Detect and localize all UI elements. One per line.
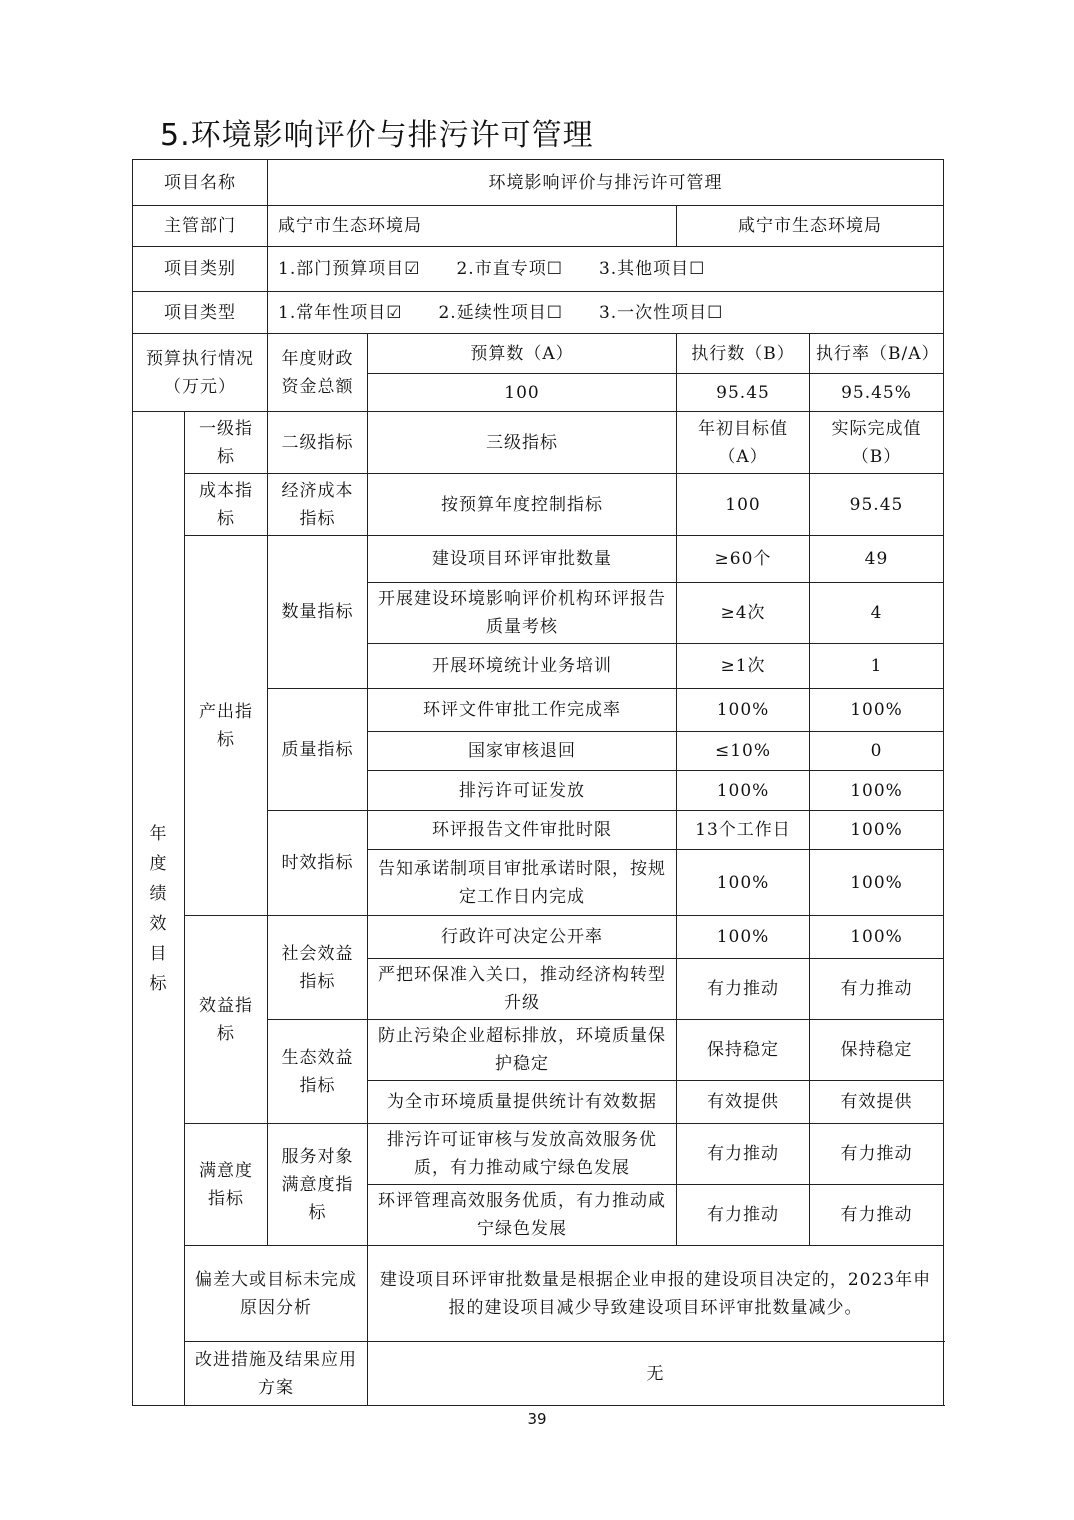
department-value: 咸宁市生态环境局 — [268, 206, 677, 247]
cost-l3: 按预算年度控制指标 — [368, 474, 677, 536]
eco-0-l3: 防止污染企业超标排放，环境质量保护稳定 — [368, 1020, 677, 1081]
time-0-actual: 100% — [810, 811, 944, 850]
category-options — [268, 247, 944, 292]
category-option-1: 1.部门预算项目☑ — [278, 259, 421, 279]
project-name-value: 环境影响评价与排污许可管理 — [268, 160, 944, 206]
cost-l2: 经济成本指标 — [268, 474, 368, 536]
row-indicator-header — [133, 412, 944, 474]
target-header: 年初目标值（A） — [677, 412, 810, 474]
deviation-text: 建设项目环评审批数量是根据企业申报的建设项目决定的，2023年申报的建设项目减少导致建设项目环评审批数量减少。 — [368, 1246, 944, 1342]
table-row — [133, 1124, 944, 1185]
budget-exec-label: 预算执行情况（万元） — [133, 334, 268, 412]
page-number: 39 — [527, 1410, 547, 1428]
type-options — [268, 292, 944, 334]
time-1-l3: 告知承诺制项目审批承诺时限，按规定工作日内完成 — [368, 850, 677, 916]
improve-label: 改进措施及结果应用方案 — [185, 1342, 368, 1406]
quality-0-target: 100% — [677, 689, 810, 732]
quality-2-target: 100% — [677, 771, 810, 811]
page-title: 5.环境影响评价与排污许可管理 — [160, 118, 594, 153]
category-label: 项目类别 — [133, 247, 268, 292]
time-1-target: 100% — [677, 850, 810, 916]
deviation-label: 偏差大或目标未完成原因分析 — [185, 1246, 368, 1342]
cost-l1: 成本指标 — [185, 474, 268, 536]
output-l1: 产出指标 — [185, 536, 268, 916]
cost-actual: 95.45 — [810, 474, 944, 536]
type-label: 项目类型 — [133, 292, 268, 334]
social-0-actual: 100% — [810, 916, 944, 959]
time-0-target: 13个工作日 — [677, 811, 810, 850]
satisfaction-l1: 满意度指标 — [185, 1124, 268, 1246]
level2-header: 二级指标 — [268, 412, 368, 474]
quantity-l2: 数量指标 — [268, 536, 368, 689]
row-deviation — [133, 1246, 944, 1342]
social-1-target: 有力推动 — [677, 959, 810, 1020]
quantity-2-target: ≥1次 — [677, 644, 810, 689]
actual-header: 实际完成值（B） — [810, 412, 944, 474]
eco-0-actual: 保持稳定 — [810, 1020, 944, 1081]
quality-1-target: ≤10% — [677, 732, 810, 771]
quantity-2-l3: 开展环境统计业务培训 — [368, 644, 677, 689]
exec-b-label: 执行数（B） — [677, 334, 810, 374]
satisfaction-0-l3: 排污许可证审核与发放高效服务优质，有力推动咸宁绿色发展 — [368, 1124, 677, 1185]
performance-table — [132, 159, 944, 1406]
improve-text: 无 — [368, 1342, 944, 1406]
eco-l2: 生态效益指标 — [268, 1020, 368, 1124]
benefit-l1: 效益指标 — [185, 916, 268, 1124]
quality-1-l3: 国家审核退回 — [368, 732, 677, 771]
eco-1-l3: 为全市环境质量提供统计有效数据 — [368, 1081, 677, 1124]
row-cost — [133, 474, 944, 536]
quality-0-l3: 环评文件审批工作完成率 — [368, 689, 677, 732]
exec-rate-value: 95.45% — [810, 374, 944, 412]
row-budget-header — [133, 334, 944, 374]
row-type — [133, 292, 944, 334]
department-label: 主管部门 — [133, 206, 268, 247]
social-0-target: 100% — [677, 916, 810, 959]
social-0-l3: 行政许可决定公开率 — [368, 916, 677, 959]
table-row — [133, 916, 944, 959]
row-category — [133, 247, 944, 292]
quality-2-actual: 100% — [810, 771, 944, 811]
category-option-3: 3.其他项目☐ — [598, 259, 706, 279]
row-improve — [133, 1342, 944, 1406]
satisfaction-0-actual: 有力推动 — [810, 1124, 944, 1185]
category-option-2: 2.市直专项☐ — [456, 259, 563, 279]
exec-rate-label: 执行率（B/A） — [810, 334, 944, 374]
annual-funds-label: 年度财政资金总额 — [268, 334, 368, 412]
project-name-label: 项目名称 — [133, 160, 268, 206]
social-l2: 社会效益指标 — [268, 916, 368, 1020]
satisfaction-l2: 服务对象满意度指标 — [268, 1124, 368, 1246]
quantity-0-actual: 49 — [810, 536, 944, 583]
budget-a-value: 100 — [368, 374, 677, 412]
annual-goal-label: 年度绩效目标 — [133, 412, 185, 1406]
satisfaction-1-actual: 有力推动 — [810, 1185, 944, 1246]
type-option-2: 2.延续性项目☐ — [438, 302, 563, 323]
eco-1-target: 有效提供 — [677, 1081, 810, 1124]
quantity-1-actual: 4 — [810, 583, 944, 644]
satisfaction-1-target: 有力推动 — [677, 1185, 810, 1246]
quality-0-actual: 100% — [810, 689, 944, 732]
table-row — [133, 536, 944, 583]
impl-unit-value: 咸宁市生态环境局 — [677, 206, 944, 247]
quantity-1-l3: 开展建设环境影响评价机构环评报告质量考核 — [368, 583, 677, 644]
quantity-2-actual: 1 — [810, 644, 944, 689]
satisfaction-1-l3: 环评管理高效服务优质，有力推动咸宁绿色发展 — [368, 1185, 677, 1246]
row-department — [133, 206, 944, 247]
quality-1-actual: 0 — [810, 732, 944, 771]
social-1-actual: 有力推动 — [810, 959, 944, 1020]
row-project-name — [133, 160, 944, 206]
time-l2: 时效指标 — [268, 811, 368, 916]
quantity-1-target: ≥4次 — [677, 583, 810, 644]
eco-0-target: 保持稳定 — [677, 1020, 810, 1081]
social-1-l3: 严把环保准入关口，推动经济构转型升级 — [368, 959, 677, 1020]
quality-l2: 质量指标 — [268, 689, 368, 811]
level3-header: 三级指标 — [368, 412, 677, 474]
time-0-l3: 环评报告文件审批时限 — [368, 811, 677, 850]
quantity-0-target: ≥60个 — [677, 536, 810, 583]
cost-target: 100 — [677, 474, 810, 536]
budget-a-label: 预算数（A） — [368, 334, 677, 374]
time-1-actual: 100% — [810, 850, 944, 916]
quantity-0-l3: 建设项目环评审批数量 — [368, 536, 677, 583]
exec-b-value: 95.45 — [677, 374, 810, 412]
level1-header: 一级指标 — [185, 412, 268, 474]
eco-1-actual: 有效提供 — [810, 1081, 944, 1124]
type-option-1: 1.常年性项目☑ — [278, 302, 403, 323]
type-option-3: 3.一次性项目☐ — [598, 302, 724, 323]
satisfaction-0-target: 有力推动 — [677, 1124, 810, 1185]
quality-2-l3: 排污许可证发放 — [368, 771, 677, 811]
